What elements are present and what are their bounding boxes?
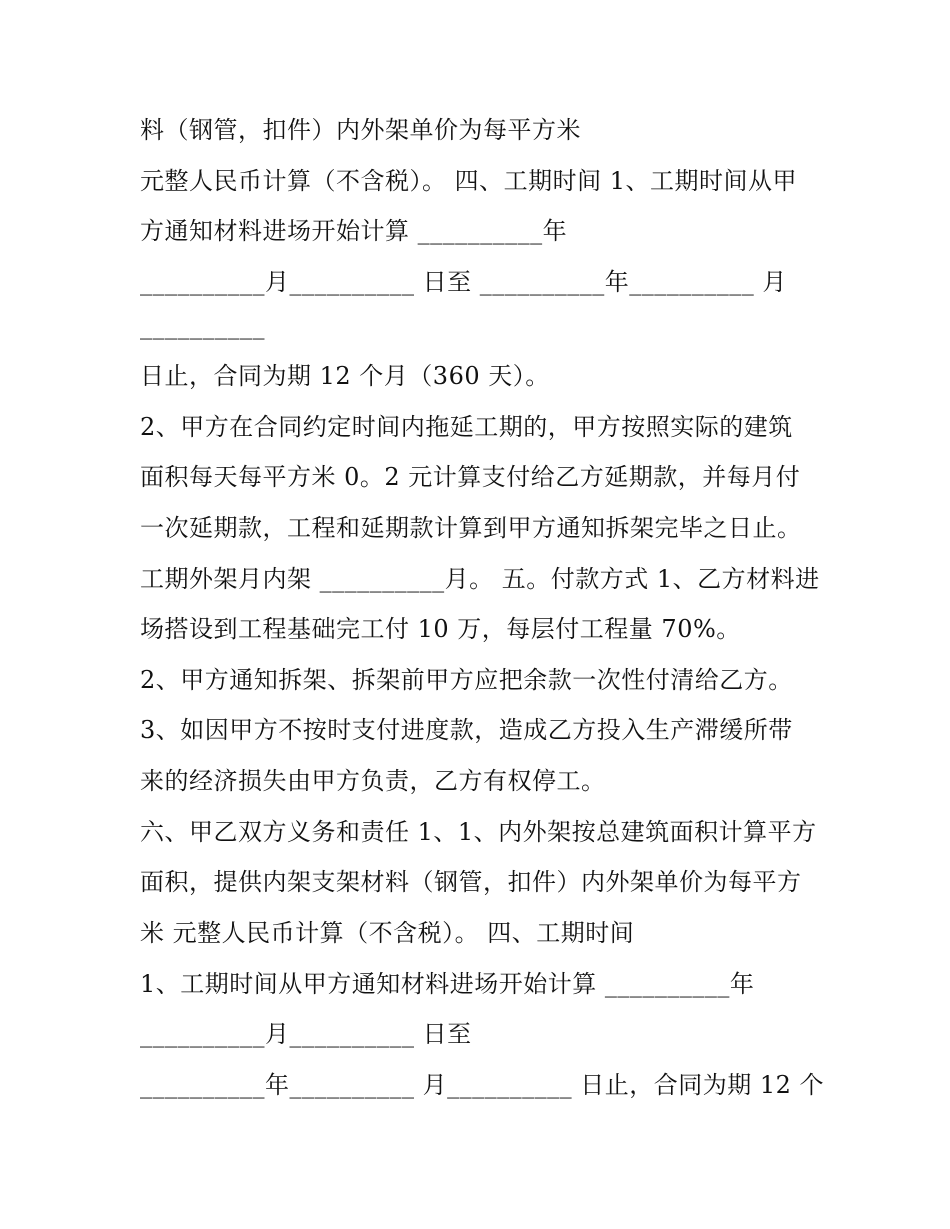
text-line: 方通知材料进场开始计算 __________年: [140, 217, 568, 245]
text-line: 料（钢管，扣件）内外架单价为每平方米: [140, 116, 581, 144]
text-line: 一次延期款，工程和延期款计算到甲方通知拆架完毕之日止。: [140, 514, 802, 542]
text-line: 1、工期时间从甲方通知材料进场开始计算 __________年: [140, 970, 755, 998]
text-line: 3、如因甲方不按时支付进度款，造成乙方投入生产滞缓所带: [140, 716, 793, 744]
text-line: __________月__________ 日至: [140, 1020, 472, 1048]
text-line: 来的经济损失由甲方负责，乙方有权停工。: [140, 767, 606, 795]
text-line: 米 元整人民币计算（不含税）。 四、工期时间: [140, 919, 635, 947]
text-line: 面积每天每平方米 0。2 元计算支付给乙方延期款，并每月付: [140, 463, 801, 491]
text-line: 场搭设到工程基础完工付 10 万，每层付工程量 70%。: [140, 615, 741, 643]
text-line: 元整人民币计算（不含税）。 四、工期时间 1、工期时间从甲: [140, 167, 798, 195]
text-line: __________年__________ 月__________ 日止，合同为期 12 个: [140, 1071, 825, 1099]
text-line: 2、甲方通知拆架、拆架前甲方应把余款一次性付清给乙方。: [140, 666, 793, 694]
text-line: __________: [140, 312, 265, 340]
text-line: 工期外架月内架 __________月。 五。付款方式 1、乙方材料进: [140, 565, 820, 593]
text-line: 日止，合同为期 12 个月（360 天）。: [140, 362, 550, 390]
text-line: 六、甲乙双方义务和责任 1、1、内外架按总建筑面积计算平方: [140, 818, 817, 846]
text-line: 面积，提供内架支架材料（钢管，扣件）内外架单价为每平方: [140, 868, 802, 896]
text-line: __________月__________ 日至 __________年__________ 月: [140, 268, 787, 296]
text-line: 2、甲方在合同约定时间内拖延工期的，甲方按照实际的建筑: [140, 413, 793, 441]
